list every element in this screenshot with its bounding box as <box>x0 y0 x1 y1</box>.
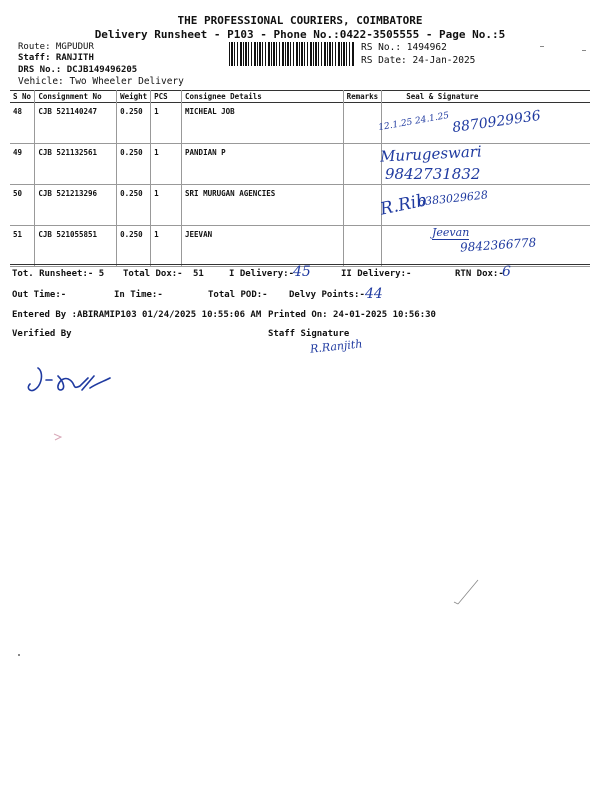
col-remarks: Remarks <box>343 91 382 103</box>
i-delivery-label: I Delivery:- <box>229 269 295 279</box>
cell-weight: 0.250 <box>117 185 151 226</box>
handwritten-date: 12.1.25 24.1.25 <box>377 110 450 134</box>
drs-number: DRS No.: DCJB149496205 <box>18 65 138 75</box>
cell-consignee: SRI MURUGAN AGENCIES <box>182 185 344 226</box>
mark-dash <box>582 50 586 51</box>
handwritten-signature: Jeevan <box>432 226 470 239</box>
runsheet-subtitle: Delivery Runsheet - P103 - Phone No.:0422-3505555 - Page No.:5 <box>94 28 506 41</box>
rtn-dox-label: RTN Dox:- <box>455 269 504 279</box>
cell-pcs: 1 <box>151 144 182 185</box>
col-sno: S No <box>13 92 32 101</box>
cell-consignment: CJB 521055851 <box>35 226 117 267</box>
cell-sno: 51 <box>13 230 23 239</box>
cell-sno: 48 <box>13 107 23 116</box>
rs-date: RS Date: 24-Jan-2025 <box>361 55 476 66</box>
col-seal-signature: Seal & Signature <box>382 91 590 103</box>
cell-consignment: CJB 521140247 <box>35 103 117 144</box>
cell-pcs: 1 <box>151 226 182 267</box>
total-dox-label: Total Dox:- <box>123 269 183 279</box>
cell-consignment: CJB 521213296 <box>35 185 117 226</box>
cell-remarks <box>343 185 382 226</box>
in-time-label: In Time:- <box>114 290 163 300</box>
handwritten-phone: 9842731832 <box>385 165 481 183</box>
rtn-dox-handwritten: 6 <box>502 264 511 280</box>
company-title: THE PROFESSIONAL COURIERS, COIMBATORE <box>177 14 423 27</box>
total-dox-value: 51 <box>193 269 204 279</box>
stray-dot <box>18 654 20 656</box>
staff-signature: R.Ranjith <box>309 337 363 356</box>
cell-weight: 0.250 <box>117 226 151 267</box>
cell-sno: 49 <box>13 148 23 157</box>
total-pod-label: Total POD:- <box>208 290 268 300</box>
entered-by: Entered By :ABIRAMIP103 01/24/2025 10:55:06 AM <box>12 310 262 320</box>
cell-weight: 0.250 <box>117 144 151 185</box>
verified-by-signature <box>24 360 124 400</box>
cell-consignee: JEEVAN <box>182 226 344 267</box>
handwritten-name: Murugeswari <box>379 142 483 166</box>
printed-on: Printed On: 24-01-2025 10:56:30 <box>268 310 436 320</box>
cell-pcs: 1 <box>151 185 182 226</box>
verified-by-label: Verified By <box>12 329 72 339</box>
ii-delivery-label: II Delivery:- <box>341 269 412 279</box>
handwritten-phone: 9842366778 <box>459 235 537 255</box>
col-consignee: Consignee Details <box>182 91 344 103</box>
out-time-label: Out Time:- <box>12 290 67 300</box>
cell-consignee: PANDIAN P <box>182 144 344 185</box>
stray-mark <box>52 432 64 442</box>
cell-remarks <box>343 103 382 144</box>
col-consignment: Consignment No <box>35 91 117 103</box>
delvy-points-label: Delvy Points:- <box>289 290 365 300</box>
cell-sno: 50 <box>13 189 23 198</box>
rs-number: RS No.: 1494962 <box>361 42 447 53</box>
staff-signature-label: Staff Signature <box>268 329 350 339</box>
table-row <box>10 144 590 185</box>
cell-remarks <box>343 226 382 267</box>
staff-label: Staff: RANJITH <box>18 53 94 63</box>
cell-consignee: MICHEAL JOB <box>182 103 344 144</box>
cell-remarks <box>343 144 382 185</box>
table-row <box>10 185 590 226</box>
mark-dash <box>540 46 544 47</box>
barcode-image <box>229 42 355 66</box>
delvy-points-handwritten: 44 <box>365 286 383 302</box>
handwritten-signature: R.Rib <box>378 190 429 220</box>
cell-consignment: CJB 521132561 <box>35 144 117 185</box>
stray-mark <box>452 578 482 608</box>
vehicle-label: Vehicle: Two Wheeler Delivery <box>18 76 184 87</box>
route-label: Route: MGPUDUR <box>18 42 94 52</box>
handwritten-phone: 8870929936 <box>451 107 542 137</box>
i-delivery-handwritten: 45 <box>293 264 311 280</box>
handwritten-phone: 6383029628 <box>417 188 489 209</box>
cell-pcs: 1 <box>151 103 182 144</box>
cell-weight: 0.250 <box>117 103 151 144</box>
col-pcs: PCS <box>151 91 182 103</box>
table-header-row <box>10 91 590 103</box>
tot-runsheet: Tot. Runsheet:- 5 <box>12 269 105 279</box>
col-weight: Weight <box>117 91 151 103</box>
